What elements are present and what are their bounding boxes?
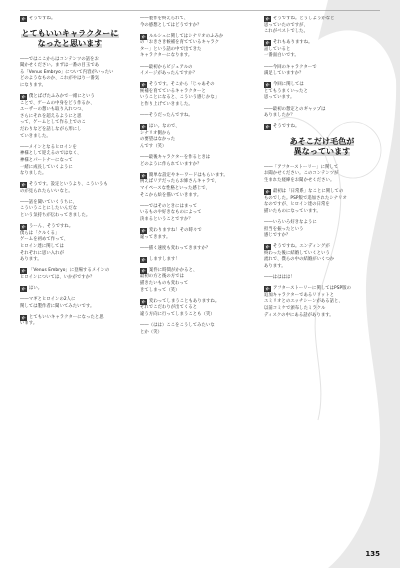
section-heading <box>264 137 380 157</box>
text-line: 僕とぱげたふみかで一緒にという <box>29 94 95 100</box>
text-line: 描きたいものも変わって <box>140 281 189 286</box>
text-line: とか（笑） <box>140 329 162 335</box>
text-line: ――（はは）ここをこうしてみたいな <box>140 322 215 328</box>
speaker-label: か <box>265 40 270 46</box>
interview-answer <box>20 182 120 195</box>
text-line: それぞれに思い入れが <box>20 250 64 256</box>
text-line: ていきました。 <box>20 133 51 139</box>
text-line: 決まるということですか？ <box>140 216 193 222</box>
speaker-label: か <box>141 33 146 39</box>
speaker-label: か <box>141 82 146 88</box>
text-line: 「Venus Embryo」に登場するメインの <box>29 268 110 274</box>
text-line: 一番面白いです。 <box>264 53 299 59</box>
interview-question <box>140 323 252 336</box>
text-line: エミリオとのエッチシーンがある話と、 <box>264 299 343 305</box>
text-line: そうです。そこから「じゃあその <box>149 82 215 88</box>
text-line: ――いろいろ好きなように <box>264 219 317 225</box>
text-line: 変わってしまうこともありますね。 <box>149 298 220 304</box>
text-line: ――最後キャラクターを作るときは <box>140 155 211 161</box>
text-line: ――ではここからはコンテンツの話をお <box>20 56 99 62</box>
speaker-label: か <box>21 16 26 21</box>
text-line: ゲームを初めて作って、 <box>20 237 69 243</box>
text-line: 話していると <box>264 46 291 52</box>
text-line: 終わった後に結婚していくという <box>264 250 330 256</box>
text-line: あります。 <box>264 264 286 270</box>
interview-answer <box>140 34 252 60</box>
text-line: どのように作られていますか？ <box>140 161 202 167</box>
interview-answer <box>140 257 252 264</box>
speaker-label: か <box>141 256 146 262</box>
text-line: ター」という話の中で出てきた <box>140 46 202 52</box>
text-line: うーん、そうですね。 <box>29 224 74 230</box>
speaker-label: か <box>21 285 26 291</box>
speaker-label: か <box>141 298 146 304</box>
speaker-label: か <box>265 124 270 130</box>
text-line: のが見られたらいいなと。 <box>20 188 73 194</box>
interview-question <box>264 107 380 120</box>
text-line: こういうことにしたいんだな <box>20 206 78 212</box>
interview-answer <box>20 286 120 293</box>
interview-answer <box>264 286 380 319</box>
speaker-label: か <box>265 286 270 292</box>
text-line: 以前コミケで頒布したミラクル <box>264 306 326 311</box>
section-heading <box>20 29 120 49</box>
text-line: なりました。 <box>20 171 47 177</box>
text-line: しますします！ <box>149 256 180 262</box>
speaker-label: か <box>141 172 146 178</box>
interview-answer <box>140 82 252 108</box>
text-line: 最初の方と後の方では <box>140 274 184 280</box>
text-line: ――そうだったんですね。 <box>140 113 193 119</box>
text-line: 今回に関しては <box>273 82 304 88</box>
text-line: それでこだわりが出てくると <box>140 305 198 311</box>
text-line: 満足していますか？ <box>264 71 304 77</box>
text-line: お聞かせください。このコンテンツが <box>264 171 339 177</box>
section-heading-line: 異なっています <box>293 146 351 156</box>
text-line: そうです。設定というより、こういうも <box>29 182 108 188</box>
interview-question <box>140 16 252 29</box>
text-line: どのようなものか、これがやはり一番気 <box>20 76 100 82</box>
text-line: ――製作を終えられて、 <box>140 16 189 21</box>
text-line: ――最初からビジュアルの <box>140 64 193 70</box>
text-line: ありましたか？ <box>264 113 295 119</box>
text-line: ヒロインについては、いかがですか？ <box>20 274 95 280</box>
text-column-middle <box>140 16 252 536</box>
text-line: って、ゲームとして作る上でのこ <box>20 120 86 126</box>
text-line: イメージがあったんですか？ <box>140 71 197 77</box>
text-line: はい。なので、 <box>149 124 180 130</box>
text-line: これがベストでした。 <box>264 29 308 35</box>
text-line: ことで、ゲームの中身をどう作るか、 <box>20 100 95 106</box>
text-line: 関しては製作者に聞いてみたいです。 <box>20 303 95 309</box>
interview-answer <box>264 82 380 102</box>
speaker-label: か <box>141 227 146 233</box>
interview-answer <box>140 173 252 199</box>
text-column-left <box>20 16 120 536</box>
text-line: います。 <box>20 321 38 327</box>
text-line: 神様として迎えるのではなく、 <box>20 151 82 157</box>
speaker-label: か <box>265 189 270 195</box>
text-line: ――最初の想定とのギャップは <box>264 106 326 112</box>
text-line: ――描く速度も変わってきますか？ <box>140 245 211 251</box>
speaker-label: か <box>21 182 26 188</box>
text-line: さらにそれを超えるようにと思 <box>20 113 82 119</box>
speaker-label: か <box>21 314 26 320</box>
text-line: ディスクの中にある話があります。 <box>264 312 334 318</box>
text-line: 描いたものになっています。 <box>264 208 321 214</box>
text-line: 違う方向に行ってしまうことも（笑） <box>140 311 215 317</box>
text-line: 感じですか？ <box>264 233 291 239</box>
text-line: 思っています。 <box>264 95 295 101</box>
interview-question <box>264 65 380 78</box>
text-line: いるものや好きなものによって <box>140 210 202 216</box>
text-line: そこから絵を描いていきます。 <box>140 192 202 198</box>
text-line: という気持ちが伝わってきました。 <box>20 213 91 219</box>
interview-question <box>140 155 252 168</box>
text-line: 神様とパートナーになって <box>20 157 73 163</box>
text-line: マイペースな性格といった感じで、 <box>140 185 210 191</box>
interview-question <box>264 220 380 240</box>
interview-answer <box>140 228 252 241</box>
text-line: とてもいいキャラクターになったと思 <box>29 314 104 320</box>
interview-question <box>264 165 380 185</box>
interview-answer <box>264 189 380 215</box>
interview-answer <box>20 315 120 328</box>
text-line: ――「アフターストーリー」に関して <box>264 164 339 170</box>
text-line: それもありますね。 <box>273 40 313 46</box>
text-line: ――ではそのときにはまって <box>140 203 198 209</box>
text-line: ユーザーの想いも取り入れつつ、 <box>20 107 86 113</box>
text-line: そうですね。どうしようかなと <box>273 16 335 21</box>
interview-answer <box>20 94 120 140</box>
speaker-label: か <box>21 224 26 230</box>
interview-answer <box>264 40 380 60</box>
page-number: 135 <box>365 550 380 558</box>
text-line: ――メインとなるヒロインを <box>20 144 77 150</box>
text-line: そうですね。エンディングが <box>273 244 330 250</box>
interview-question <box>20 297 120 310</box>
text-line: る「Venus Embryo」について内容がいったい <box>20 69 114 75</box>
text-line: と作り上げていきました。 <box>140 102 193 108</box>
text-line: 聞かせください。まずは一番の目玉であ <box>20 63 100 69</box>
text-line: 担当を振ったという <box>264 226 304 232</box>
interview-answer <box>20 268 120 281</box>
text-column-right <box>264 16 380 536</box>
interview-question <box>140 246 252 253</box>
speaker-label: か <box>265 244 270 250</box>
text-line: ヒロイン達に関しては <box>20 243 64 249</box>
text-line: きてしまって（笑） <box>140 287 180 293</box>
interview-answer <box>264 124 380 131</box>
text-line: ――今回のキャラクターで <box>264 64 317 70</box>
text-line: いうことになると、こういう感じかな」 <box>140 95 220 101</box>
text-line: ――マギとヒロインの2人に <box>20 297 76 302</box>
text-line: ものでした。PSP版で追加されたシナリオ <box>264 195 347 201</box>
text-line: ルルシェに関してはシナリオのふみか <box>149 33 224 39</box>
text-line: シナリオ側から <box>140 130 171 136</box>
text-line: 生まれた経緯をお聞かせください。 <box>264 178 335 183</box>
interview-question <box>140 204 252 224</box>
interview-question <box>20 57 120 90</box>
interview-question <box>20 200 120 220</box>
section-heading-line: とてもいいキャラクターに <box>21 28 119 38</box>
interview-question <box>264 275 380 282</box>
text-line: 例えばリアだったらお姉さんキャラで、 <box>140 179 220 185</box>
text-line: はい。 <box>29 285 43 291</box>
speaker-label: か <box>265 82 270 88</box>
text-line: キャラクターになります。 <box>140 53 193 59</box>
text-line: ――話を聞いていくうちに、 <box>20 199 78 205</box>
text-line: の「おきさき候補を育てているキャラク <box>140 40 220 46</box>
interview-answer <box>264 16 380 36</box>
interview-answer <box>140 124 252 150</box>
text-line: 思っていたのですが、 <box>264 22 308 28</box>
speaker-label: か <box>21 268 26 274</box>
top-rule <box>20 10 380 11</box>
interview-question <box>140 113 252 120</box>
text-line: あります。 <box>20 257 42 263</box>
section-heading-line: なったと思います <box>37 38 103 48</box>
text-line: 今の感想としてはどうですか？ <box>140 22 202 28</box>
text-line: 一緒に成長していくように <box>20 164 73 170</box>
interview-answer <box>20 224 120 264</box>
text-line: 最初は「日常系」なことに関しての <box>273 189 344 195</box>
speaker-label: か <box>141 267 146 273</box>
text-line: 僕らは「クルくる」 <box>20 230 60 236</box>
text-line: 流れで、僕らの中の結婚がいくつか <box>264 257 335 263</box>
text-line: の要望はなかった <box>140 137 176 143</box>
interview-answer <box>140 299 252 319</box>
text-line: んです（笑） <box>140 144 167 149</box>
interview-answer <box>140 268 252 294</box>
text-line: 簡単な設定やキーワードはもらいます。 <box>149 172 228 178</box>
speaker-label: か <box>265 16 270 21</box>
text-line: そうですね。 <box>29 16 56 21</box>
text-line: アフターストーリーに関してはPSP版の <box>273 286 352 292</box>
text-line: だわりなどを話しながら形にし <box>20 127 82 133</box>
text-line: そうですね。 <box>273 124 300 130</box>
text-line: 変わりますね！その時々で <box>149 227 202 233</box>
speaker-label: か <box>21 94 26 100</box>
speaker-label: か <box>141 124 146 130</box>
interview-question <box>140 65 252 78</box>
interview-answer <box>20 16 120 23</box>
interview-answer <box>264 244 380 270</box>
text-line: になります。 <box>20 82 47 88</box>
text-line: 違ってきます。 <box>140 234 171 240</box>
text-line: 案件に時間がかかると、 <box>149 267 198 273</box>
interview-question <box>20 145 120 178</box>
text-line: 候補を育てているキャラクターと <box>140 88 206 94</box>
text-line: なのですが、ヒロイン達の日常を <box>264 202 330 208</box>
text-line: ――はははは！ <box>264 275 295 281</box>
text-line: とてもうまくいったと <box>264 88 308 94</box>
text-line: 追加キャラクターであるリリットと <box>264 292 335 298</box>
section-heading-line: あそこだけ毛色が <box>289 136 355 146</box>
